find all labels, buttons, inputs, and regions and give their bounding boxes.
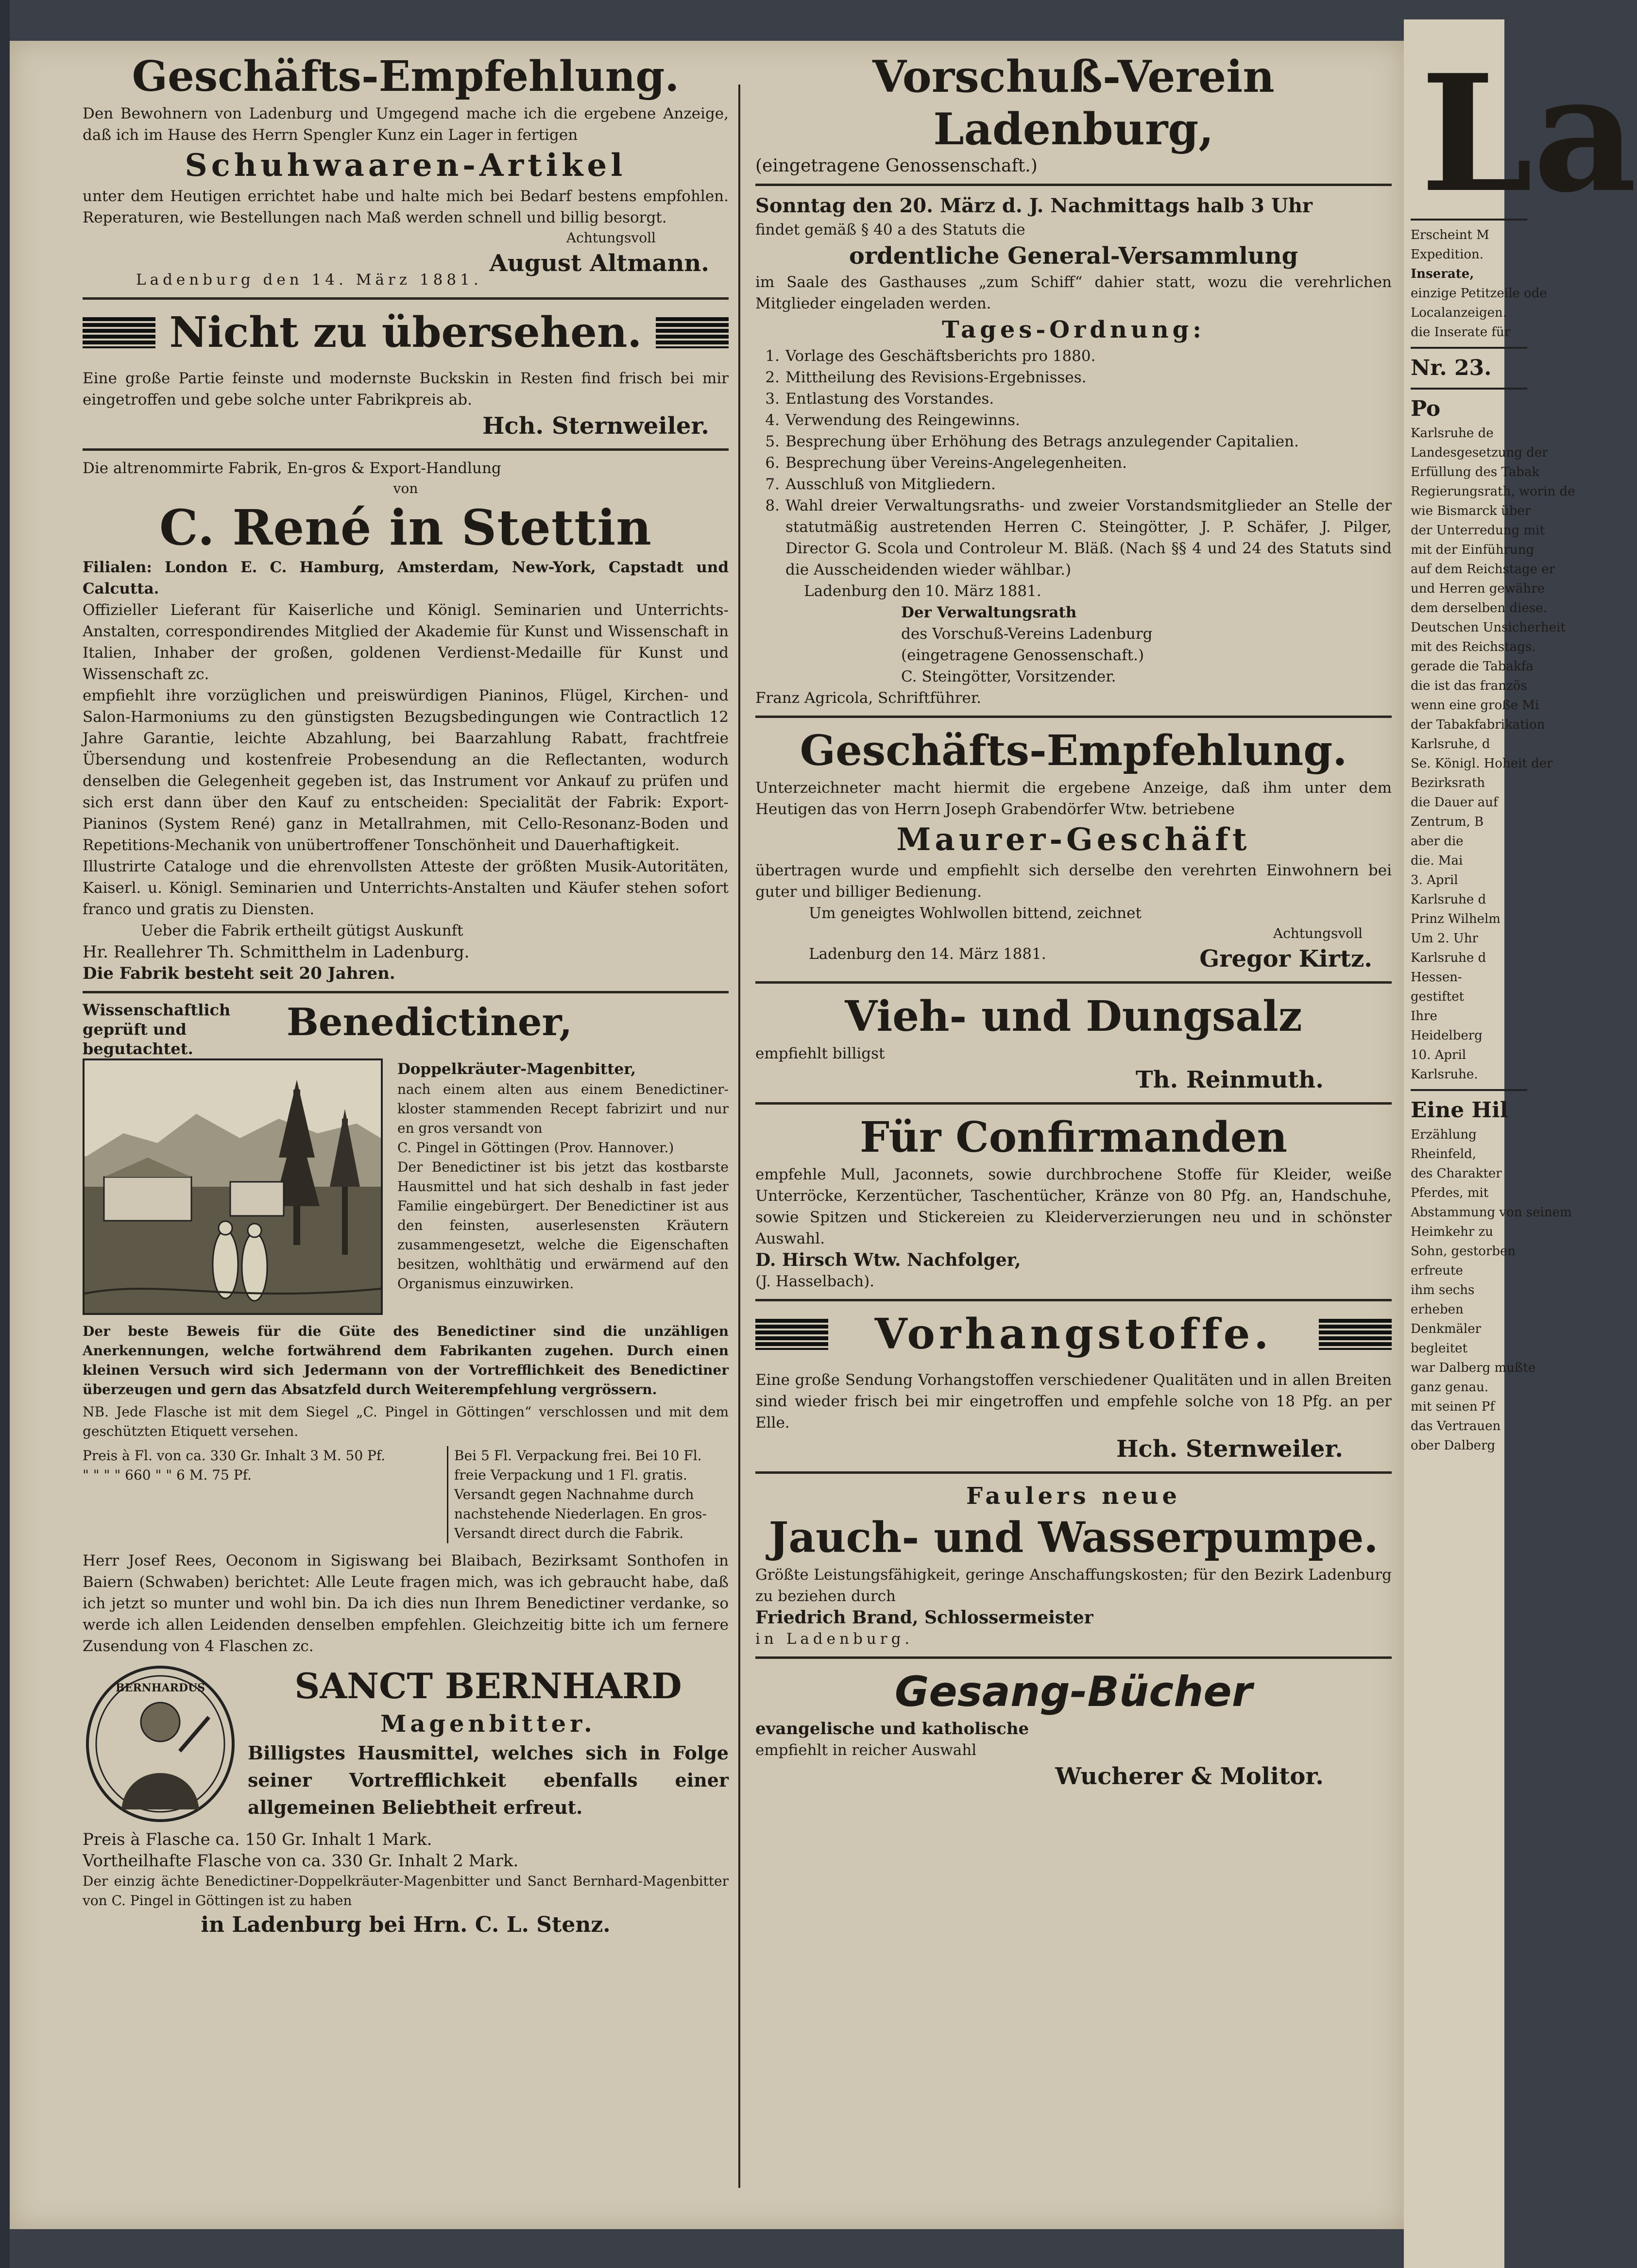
ad-price: Vortheilhafte Flasche von ca. 330 Gr. Inhalt 2 Mark. [83,1851,519,1871]
ad-text: Um geneigtes Wohlwollen bittend, zeichnet [809,904,1142,922]
notice-vorschuss-verein [755,51,1392,709]
neighbor-heading: Po [1411,396,1441,421]
ad-banner [755,1308,1392,1361]
ad-product: Maurer-Geschäft [896,821,1251,858]
neighbor-line: ganz genau. [1411,1380,1489,1395]
neighbor-line: Pferdes, mit [1411,1186,1489,1200]
neighbor-line: ihm sechs [1411,1283,1475,1297]
neighbor-line: 3. April [1411,873,1458,887]
notice-signature: des Vorschuß-Vereins Ladenburg [901,625,1153,643]
agenda-text: Besprechung über Vereins-Angelegenheiten. [785,454,1127,472]
ad-signature: Th. Reinmuth. [1135,1066,1324,1093]
neighbor-line: Rheinfeld, [1411,1147,1477,1161]
price-row: " " " " 660 " " 6 M. 75 Pf. [83,1467,252,1483]
ad-text: übertragen wurde und empfiehlt sich derselbe den verehrten Einwohnern bei guter und billiger Bedienung. [755,862,1392,901]
neighbor-line: des Charakter [1411,1166,1502,1181]
neighbor-line: Erscheint M [1411,228,1489,242]
agenda-text: Mittheilung des Revisions-Ergebnisses. [785,369,1087,386]
ad-text: Billigstes Hausmittel, welches sich in Folge seiner Vortrefflichkeit ebenfalls einer allgemeinen Beliebtheit erfreut. [248,1742,729,1818]
ad-confirmanden [755,1111,1392,1292]
ad-reinmuth [755,990,1392,1095]
agenda-text: Vorlage des Geschäftsberichts pro 1880. [785,347,1096,365]
agenda-item [755,452,1392,474]
notice-subtitle: (eingetragene Genossenschaft.) [755,156,1038,176]
agenda-item [755,367,1392,388]
left-column [83,51,729,1940]
divider [755,1656,1392,1659]
ad-text: empfiehlt in reicher Auswahl [755,1741,977,1759]
neighbor-line: Bezirksrath [1411,776,1485,790]
ad-text: Der Benedictiner ist bis jetzt das kostbarste Hausmittel und hat sich deshalb in fast jeder Familie eingebürgert. Der Benedictiner ist aus den feinsten, auserlesensten Kräutern zusammengesetzt, welche die Eigenschaften besitzen, wohlthätig und erwärmend auf den Organismus einzuwirken. [397,1159,729,1292]
notice-signature: Der Verwaltungsrath [901,604,1077,621]
neighbor-line: gerade die Tabakfa [1411,659,1534,674]
neighbor-line: einzige Petitzeile ode [1411,286,1547,301]
neighbor-issue-number: Nr. 23. [1411,356,1492,380]
monk-seal [83,1664,238,1824]
ad-tested: Wissenschaftlich geprüft und begutachtet. [83,1001,231,1058]
ad-title: Geschäfts-Empfehlung. [800,726,1347,775]
neighbor-line: gestiftet [1411,989,1465,1004]
neighbor-line: mit seinen Pf [1411,1399,1495,1414]
ad-von: von [393,480,418,496]
neighbor-line: Erfüllung des Tabak [1411,465,1540,479]
neighbor-line: Karlsruhe d [1411,951,1486,965]
agenda-item [755,495,1392,580]
neighbor-line: war Dalberg mußte [1411,1361,1536,1375]
ad-wasserpumpe [755,1481,1392,1650]
price-table [83,1446,729,1543]
neighbor-line: erfreute [1411,1263,1463,1278]
neighbor-line: mit des Reichstags. [1411,640,1536,654]
neighbor-line: wie Bismarck über [1411,504,1531,518]
ad-title: Benedictiner, [287,1000,573,1044]
divider [83,448,729,451]
ad-maker: C. Pingel in Göttingen (Prov. Hannover.) [397,1140,674,1156]
neighbor-line: Prinz Wilhelm [1411,912,1501,926]
neighbor-line: Karlsruhe d [1411,892,1486,907]
decorative-bar [755,1319,828,1350]
ad-text: empfehle Mull, Jaconnets, sowie durchbrochene Stoffe für Kleider, weiße Unterröcke, Kerzentücher, Taschentücher, Kränze von 80 Pfg. an, Handschuhe, sowie Spitzen und Stickereien zu Kleiderverzierungen neu und in schönster Auswahl. [755,1166,1392,1247]
neighbor-line: Erzählung [1411,1127,1477,1142]
divider [83,991,729,993]
agenda-item [755,409,1392,431]
agenda-text: Ausschluß von Mitgliedern. [785,476,996,493]
neighbor-line: Se. Königl. Hoheit der [1411,756,1553,771]
neighbor-page-content [1411,19,1637,1455]
ad-title: SANCT BERNHARD [294,1665,682,1706]
right-column [755,51,1392,1792]
notice-text: findet gemäß § 40 a des Statuts die [755,221,1025,239]
neighbor-line: wenn eine große Mi [1411,698,1539,713]
neighbor-line: begleitet [1411,1341,1467,1356]
neighbor-line: erheben [1411,1302,1464,1317]
ad-title: Gesang-Bücher [894,1668,1253,1716]
ad-title: Für Confirmanden [859,1113,1288,1162]
neighbor-rule [1411,347,1527,349]
notice-title: Vorschuß-Verein Ladenburg, [872,51,1275,155]
ad-since: Die Fabrik besteht seit 20 Jahren. [83,964,395,983]
ad-signature: August Altmann. [489,250,709,277]
ad-subtitle: Magenbitter. [380,1710,596,1738]
column-divider [738,85,740,2188]
ad-sanct-bernhard [83,1664,729,1940]
ad-vorhangstoffe [755,1308,1392,1465]
price-row: Preis à Fl. von ca. 330 Gr. Inhalt 3 M. 50 Pf. [83,1448,386,1464]
neighbor-line: die. Mai [1411,853,1463,868]
decorative-bar [83,317,155,348]
ad-signature: Hch. Sternweiler. [1116,1435,1343,1463]
neighbor-line: Landesgesetzung der [1411,445,1548,460]
ad-subtitle: Doppelkräuter-Magenbitter, [397,1060,636,1078]
neighbor-line: Um 2. Uhr [1411,931,1478,946]
agenda-number: 7. [765,476,780,493]
notice-dateline: Ladenburg den 10. März 1881. [804,582,1041,600]
decorative-bar [656,317,729,348]
shipping-terms: Bei 5 Fl. Verpackung frei. Bei 10 Fl. freie Verpackung und 1 Fl. gratis. Versandt gegen Nachnahme durch nachstehende Niederlagen. En gros-Versandt direct durch die Fabrik. [447,1446,726,1543]
neighbor-line: die ist das französ [1411,679,1527,693]
agenda-item [755,345,1392,367]
notice-signature: (eingetragene Genossenschaft.) [901,647,1144,664]
neighbor-heading: Eine Hil [1411,1098,1508,1123]
notice-signature: Franz Agricola, Schriftführer. [755,689,982,707]
neighbor-line: 10. April [1411,1048,1466,1062]
agenda-item [755,431,1392,452]
ad-title: Geschäfts-Empfehlung. [132,52,680,101]
neighbor-line: ober Dalberg [1411,1438,1496,1453]
ad-kirtz [755,725,1392,974]
ad-greeting: Achtungsvoll [566,230,656,246]
ad-text: Ueber die Fabrik ertheilt gütigst Auskunft [141,922,463,939]
ad-rene-stettin [83,458,729,984]
neighbor-line: Localanzeigen. [1411,306,1507,320]
neighbor-line: aber die [1411,834,1464,849]
neighbor-line: Sohn, gestorben [1411,1244,1516,1259]
ad-text: Eine große Sendung Vorhangstoffen verschiedener Qualitäten und in allen Breiten sind wieder frisch bei mir eingetroffen und empfehle solche von 18 Pfg. an per Elle. [755,1371,1392,1432]
ad-signature: in Ladenburg. [755,1630,914,1648]
agenda-text: Entlastung des Vorstandes. [785,390,994,408]
neighbor-line: dem derselben diese. [1411,601,1547,615]
neighbor-line: Ihre [1411,1009,1437,1023]
ad-title: C. René in Stettin [159,499,652,556]
ad-text: Der beste Beweis für die Güte des Benedictiner sind die unzähligen Anerkennungen, welche fortwährend dem Fabrikanten zugehen. Durch einen kleinen Versuch wird sich Jedermann von der Vortrefflichkeit des Benedictiner überzeugen und gern das Absatzfeld durch Weiterempfehlung vergrössern. [83,1323,729,1398]
agenda-number: 5. [765,433,780,450]
neighbor-line: Regierungsrath, worin de [1411,484,1575,499]
ad-price: Preis à Flasche ca. 150 Gr. Inhalt 1 Mark. [83,1830,432,1849]
neighbor-masthead: La [1420,39,1637,228]
ad-gesang-buecher [755,1666,1392,1792]
ad-signature: D. Hirsch Wtw. Nachfolger, [755,1250,1021,1270]
ad-footer [755,943,1392,974]
neighbor-line: Abstammung von seinem [1411,1205,1572,1220]
neighbor-page [1404,19,1637,2268]
neighbor-line: Deutschen Unsicherheit [1411,620,1566,635]
neighbor-line: Karlsruhe. [1411,1067,1478,1082]
ad-altmann [83,51,729,290]
ad-signature: (J. Hasselbach). [755,1273,875,1290]
neighbor-line: die Dauer auf [1411,795,1498,810]
agenda-item [755,474,1392,495]
agenda-number: 4. [765,411,780,429]
ad-dateline: Ladenburg den 14. März 1881. [136,271,482,289]
notice-date: Sonntag den 20. März d. J. Nachmittags halb 3 Uhr [755,194,1313,217]
ad-where: in Ladenburg bei Hrn. C. L. Stenz. [201,1912,611,1937]
neighbor-line: Hessen- [1411,970,1462,985]
neighbor-line: mit der Einführung [1411,543,1535,557]
agenda-number: 8. [765,497,780,514]
neighbor-rule [1411,388,1527,390]
ad-signature: Gregor Kirtz. [1199,945,1372,972]
ad-header [83,1000,729,1058]
ad-title: Vieh- und Dungsalz [845,992,1302,1041]
neighbor-line: und Herren gewähre [1411,581,1545,596]
neighbor-line: das Vertrauen [1411,1419,1501,1433]
ad-intro: Die altrenommirte Fabrik, En-gros & Export-Handlung [83,460,501,477]
price-list [83,1446,437,1543]
ad-subtitle: evangelische und katholische [755,1719,1029,1739]
ad-title: Nicht zu übersehen. [169,308,642,357]
divider [755,184,1392,186]
ad-signature: Hch. Sternweiler. [482,412,709,440]
landscape-icon [85,1060,381,1313]
ad-title: Vorhangstoffe. [874,1310,1273,1359]
mountain-illustration [83,1058,383,1315]
divider [755,1102,1392,1105]
ad-product: Schuhwaaren-Artikel [185,147,627,184]
ad-title: Jauch- und Wasserpumpe. [768,1513,1379,1562]
neighbor-line: Heimkehr zu [1411,1225,1494,1239]
ad-text: Illustrirte Cataloge und die ehrenvollsten Atteste der größten Musik-Autoritäten, Kaiserl. u. Königl. Seminarien und Unterrichts-Anstalten und Käufer stehen sofort franco und gratis zu Diensten. [83,858,729,918]
neighbor-line: die Inserate für [1411,325,1511,340]
notice-text: im Saale des Gasthauses „zum Schiff“ dahier statt, wozu die verehrlichen Mitglieder eingeladen werden. [755,273,1392,312]
background-strip [0,0,10,2268]
divider [83,297,729,300]
ad-banner [83,307,729,359]
divider [755,1299,1392,1301]
ad-nb: NB. Jede Flasche ist mit dem Siegel „C. Pingel in Göttingen“ verschlossen und mit dem geschützten Etiquett versehen. [83,1404,729,1439]
ad-text: Unterzeichneter macht hiermit die ergebene Anzeige, daß ihm unter dem Heutigen das von Herrn Joseph Grabendörfer Wtw. betriebene [755,779,1392,818]
agenda-text: Besprechung über Erhöhung des Betrags anzulegender Capitalien. [785,433,1299,450]
ad-signature: Friedrich Brand, Schlossermeister [755,1607,1093,1628]
ad-signature: Wucherer & Molitor. [1055,1763,1324,1790]
divider [755,716,1392,718]
agenda-number: 2. [765,369,780,386]
neighbor-line: Inserate, [1411,267,1474,281]
ad-text: Offizieller Lieferant für Kaiserliche und Königl. Seminarien und Unterrichts-Anstalten, correspondirendes Mitglied der Akademie für Kunst und Wissenschaft in Italien, Inhaber der großen, goldenen Verdienst-Medaille für Kunst und Wissenschaft zc. [83,601,729,683]
seal-text: BERNHARDUS [115,1682,205,1694]
neighbor-line: Denkmäler [1411,1322,1482,1336]
neighbor-rule [1411,1089,1527,1091]
agenda-text: Wahl dreier Verwaltungsraths- und zweier Vorstandsmitglieder an Stelle der statutmäßig austretenden Herren C. Steingötter, J. P. Schäfer, J. Pilger, Director G. Scola und Controleur M. Bläß. (Nach §§ 4 und 24 des Statuts sind die Ausscheidenden wieder wählbar.) [785,497,1392,579]
agenda-number: 6. [765,454,780,472]
ad-text: unter dem Heutigen errichtet habe und halte mich bei Bedarf bestens empfohlen. Reperaturen, wie Bestellungen nach Maß werden schnell und billig besorgt. [83,188,729,226]
notice-event: ordentliche General-Versammlung [849,242,1298,270]
ad-text: Eine große Partie feinste und modernste Buckskin in Resten find frisch bei mir eingetroffen und gebe solche unter Fabrikpreis ab. [83,370,729,409]
neighbor-line: Karlsruhe, d [1411,737,1490,751]
neighbor-line: Zentrum, B [1411,815,1484,829]
neighbor-line: Karlsruhe de [1411,426,1494,441]
ad-greeting: Achtungsvoll [1273,925,1363,941]
ad-text: Der einzig ächte Benedictiner-Doppelkräuter-Magenbitter und Sanct Bernhard-Magenbitter von C. Pingel in Göttingen ist zu haben [83,1873,729,1909]
ad-text: nach einem alten aus einem Benedictiner-kloster stammenden Recept fabrizirt und nur en gros versandt von [397,1081,729,1136]
divider [755,1471,1392,1474]
agenda-item [755,388,1392,409]
neighbor-line: Heidelberg [1411,1028,1483,1043]
neighbor-line: der Tabakfabrikation [1411,717,1545,732]
ad-text: empfiehlt ihre vorzüglichen und preiswürdigen Pianinos, Flügel, Kirchen- und Salon-Harmoniums zu den günstigsten Bezugsbedingungen wie Contractlich 12 Jahre Garantie, leichte Abzahlung, bei Baarzahlung Rabatt, frachtfreie Übersendung und kostenfreie Probesendung an die Reflectanten, wodurch denselben die Gelegenheit gegeben ist, das Instrument vor Ankauf zu prüfen und sich erst dann über den Kauf zu entscheiden: Specialität der Fabrik: Export-Pianinos (System René) ganz in Metallrahmen, mit Cello-Resonanz-Boden und Repetitions-Mechanik von unübertroffener Tonschönheit und Dauerhaftigkeit. [83,687,729,854]
neighbor-line: der Unterredung mit [1411,523,1545,538]
ad-dateline: Ladenburg den 14. März 1881. [809,945,1046,963]
ad-text: Den Bewohnern von Ladenburg und Umgegend mache ich die ergebene Anzeige, daß ich im Hause des Herrn Spengler Kunz ein Lager in fertigen [83,105,729,144]
ad-benedictiner [83,1000,729,1657]
ad-text: Größte Leistungsfähigkeit, geringe Anschaffungskosten; für den Bezirk Ladenburg zu beziehen durch [755,1566,1392,1605]
agenda-number: 1. [765,347,780,365]
agenda-list [755,345,1392,580]
decorative-bar [1319,1319,1392,1350]
ad-filialen: Filialen: London E. C. Hamburg, Amsterdam, New-York, Capstadt und Calcutta. [83,559,729,597]
ad-reference: Hr. Reallehrer Th. Schmitthelm in Ladenburg. [83,942,470,962]
ad-overline: Faulers neue [966,1483,1181,1510]
newspaper-page [10,41,1404,2229]
ad-sternweiler-buckskin [83,307,729,442]
notice-signature: C. Steingötter, Vorsitzender. [901,668,1116,685]
neighbor-line: Expedition. [1411,247,1484,262]
agenda-text: Verwendung des Reingewinns. [785,411,1020,429]
agenda-number: 3. [765,390,780,408]
agenda-title: Tages-Ordnung: [942,316,1205,343]
ad-testimonial: Herr Josef Rees, Oeconom in Sigiswang bei Blaibach, Bezirksamt Sonthofen in Baiern (Schwaben) berichtet: Alle Leute fragen mich, was ich gebraucht habe, daß ich jetzt so munter und wohl bin. Da ich dies nun Ihrem Benedictiner verdanke, so werde ich allen Leidenden denselben empfehlen. Gleichzeitig bitte ich um fernere Zusendung von 4 Flaschen zc. [83,1552,729,1655]
neighbor-line: auf dem Reichstage er [1411,562,1555,577]
divider [755,981,1392,984]
ad-text: empfiehlt billigst [755,1045,885,1062]
